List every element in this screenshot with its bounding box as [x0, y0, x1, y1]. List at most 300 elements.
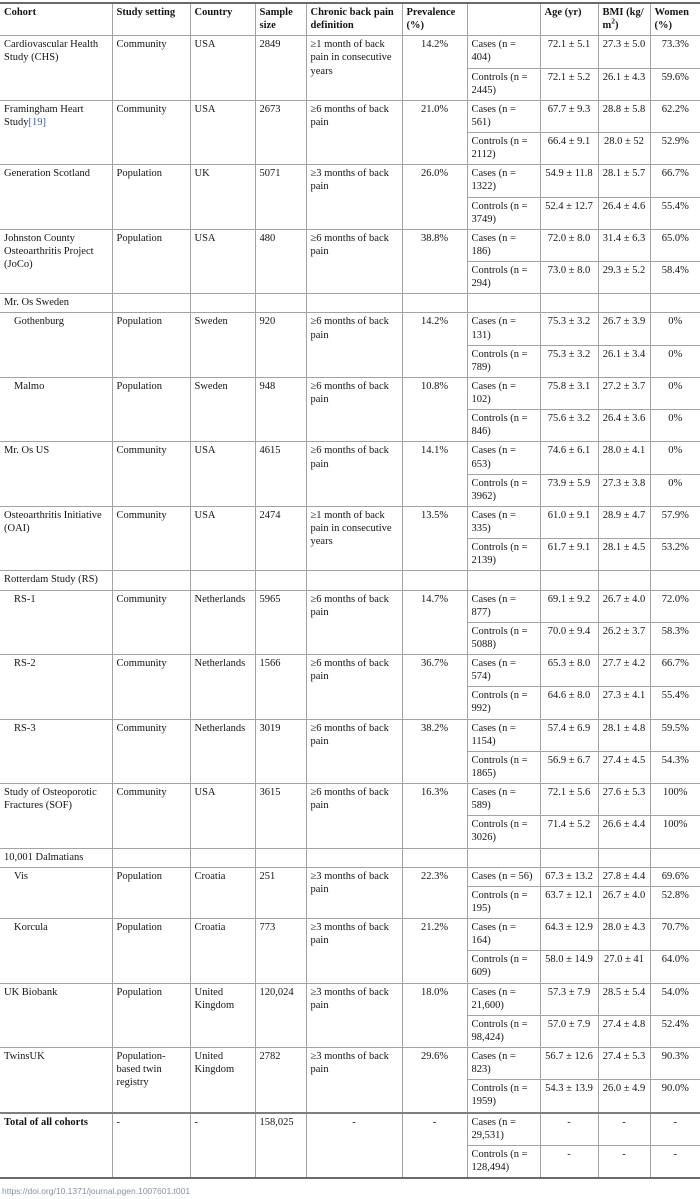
- women-cell: 53.2%: [650, 539, 700, 571]
- bmi-cell: 26.6 ± 4.4: [598, 816, 650, 848]
- country-cell: Sweden: [190, 313, 255, 378]
- country-cell: Croatia: [190, 919, 255, 984]
- empty-cell: [190, 571, 255, 590]
- bmi-cell: 28.1 ± 4.5: [598, 539, 650, 571]
- cohort-table: [0, 2, 700, 1179]
- bmi-label-base: m: [602, 20, 612, 32]
- cases-label-cell: Cases (n = 574): [467, 655, 540, 687]
- empty-cell: [540, 571, 598, 590]
- sample-cell: 120,024: [255, 983, 306, 1048]
- cohort-name-cell: Mr. Os US: [0, 442, 112, 507]
- definition-cell: ≥1 month of back pain in consecutive years: [306, 506, 402, 571]
- bmi-label-close: ): [615, 20, 619, 32]
- women-cell: 90.0%: [650, 1080, 700, 1113]
- table-body: [0, 36, 700, 1178]
- cases-label-cell: Cases (n = 1322): [467, 165, 540, 197]
- setting-cell: Community: [112, 784, 190, 849]
- bmi-cell: 27.4 ± 4.8: [598, 1015, 650, 1047]
- country-cell: USA: [190, 442, 255, 507]
- bmi-cell: 27.3 ± 4.1: [598, 687, 650, 719]
- age-cell: 61.0 ± 9.1: [540, 506, 598, 538]
- bmi-cell: 27.0 ± 41: [598, 951, 650, 983]
- women-cell: 52.4%: [650, 1015, 700, 1047]
- empty-cell: [306, 571, 402, 590]
- group-header-cell: Mr. Os Sweden: [0, 294, 112, 313]
- cohort-row: [0, 1113, 700, 1146]
- country-cell: USA: [190, 506, 255, 571]
- col-prevalence: Prevalence (%): [402, 3, 467, 36]
- sample-cell: 158,025: [255, 1113, 306, 1179]
- empty-cell: [598, 294, 650, 313]
- cohort-name-cell: UK Biobank: [0, 983, 112, 1048]
- definition-cell: ≥3 months of back pain: [306, 919, 402, 984]
- women-cell: 62.2%: [650, 100, 700, 132]
- women-cell: 100%: [650, 816, 700, 848]
- country-cell: USA: [190, 229, 255, 294]
- bmi-cell: 26.1 ± 3.4: [598, 345, 650, 377]
- cohort-name-cell: TwinsUK: [0, 1048, 112, 1113]
- cohort-row: [0, 229, 700, 261]
- bmi-cell: 31.4 ± 6.3: [598, 229, 650, 261]
- age-cell: 57.4 ± 6.9: [540, 719, 598, 751]
- cohort-row: [0, 506, 700, 538]
- women-cell: 73.3%: [650, 36, 700, 68]
- women-cell: 59.5%: [650, 719, 700, 751]
- empty-cell: [112, 294, 190, 313]
- sample-cell: 948: [255, 377, 306, 442]
- controls-label-cell: Controls (n = 128,494): [467, 1145, 540, 1178]
- setting-cell: Community: [112, 442, 190, 507]
- sample-cell: 4615: [255, 442, 306, 507]
- bmi-cell: -: [598, 1145, 650, 1178]
- definition-cell: ≥3 months of back pain: [306, 983, 402, 1048]
- cases-label-cell: Cases (n = 131): [467, 313, 540, 345]
- bmi-cell: 26.7 ± 3.9: [598, 313, 650, 345]
- citation-link[interactable]: [19]: [28, 116, 47, 128]
- cohort-row: [0, 1048, 700, 1080]
- setting-cell: Population: [112, 867, 190, 918]
- bmi-cell: 28.1 ± 5.7: [598, 165, 650, 197]
- bmi-cell: 27.4 ± 4.5: [598, 751, 650, 783]
- setting-cell: Population: [112, 983, 190, 1048]
- age-cell: 54.3 ± 13.9: [540, 1080, 598, 1113]
- age-cell: 66.4 ± 9.1: [540, 133, 598, 165]
- women-cell: 55.4%: [650, 687, 700, 719]
- header-row: [0, 3, 700, 36]
- cases-label-cell: Cases (n = 561): [467, 100, 540, 132]
- women-cell: 100%: [650, 784, 700, 816]
- women-cell: 54.0%: [650, 983, 700, 1015]
- cohort-name-cell: Osteoarthritis Initiative (OAI): [0, 506, 112, 571]
- cohort-row: [0, 919, 700, 951]
- empty-cell: [190, 294, 255, 313]
- cohort-row: [0, 590, 700, 622]
- cases-label-cell: Cases (n = 335): [467, 506, 540, 538]
- cohort-name-cell: Vis: [0, 867, 112, 918]
- bmi-cell: 26.4 ± 3.6: [598, 410, 650, 442]
- col-definition: Chronic back pain definition: [306, 3, 402, 36]
- col-country: Country: [190, 3, 255, 36]
- controls-label-cell: Controls (n = 609): [467, 951, 540, 983]
- bmi-cell: 27.4 ± 5.3: [598, 1048, 650, 1080]
- women-cell: 64.0%: [650, 951, 700, 983]
- cohort-row: [0, 377, 700, 409]
- sample-cell: 2673: [255, 100, 306, 165]
- cohort-row: [0, 442, 700, 474]
- prevalence-cell: -: [402, 1113, 467, 1179]
- group-header-cell: Rotterdam Study (RS): [0, 571, 112, 590]
- country-cell: Netherlands: [190, 719, 255, 784]
- sample-cell: 2782: [255, 1048, 306, 1113]
- age-cell: 56.7 ± 12.6: [540, 1048, 598, 1080]
- bmi-cell: -: [598, 1113, 650, 1146]
- women-cell: 0%: [650, 442, 700, 474]
- age-cell: 73.9 ± 5.9: [540, 474, 598, 506]
- bmi-cell: 27.6 ± 5.3: [598, 784, 650, 816]
- setting-cell: Community: [112, 100, 190, 165]
- country-cell: USA: [190, 100, 255, 165]
- age-cell: 61.7 ± 9.1: [540, 539, 598, 571]
- age-cell: 67.3 ± 13.2: [540, 867, 598, 886]
- empty-cell: [650, 848, 700, 867]
- bmi-cell: 26.0 ± 4.9: [598, 1080, 650, 1113]
- women-cell: 0%: [650, 377, 700, 409]
- bmi-cell: 27.2 ± 3.7: [598, 377, 650, 409]
- bmi-cell: 27.7 ± 4.2: [598, 655, 650, 687]
- empty-cell: [255, 571, 306, 590]
- sample-cell: 3019: [255, 719, 306, 784]
- cohort-row: [0, 719, 700, 751]
- empty-cell: [306, 848, 402, 867]
- definition-cell: ≥6 months of back pain: [306, 313, 402, 378]
- prevalence-cell: 18.0%: [402, 983, 467, 1048]
- col-bmi: [598, 3, 650, 36]
- women-cell: -: [650, 1113, 700, 1146]
- definition-cell: ≥3 months of back pain: [306, 165, 402, 230]
- sample-cell: 1566: [255, 655, 306, 720]
- prevalence-cell: 13.5%: [402, 506, 467, 571]
- cases-label-cell: Cases (n = 589): [467, 784, 540, 816]
- definition-cell: ≥6 months of back pain: [306, 377, 402, 442]
- cases-label-cell: Cases (n = 1154): [467, 719, 540, 751]
- cohort-row: [0, 983, 700, 1015]
- col-study-setting: Study setting: [112, 3, 190, 36]
- bmi-cell: 28.8 ± 5.8: [598, 100, 650, 132]
- controls-label-cell: Controls (n = 195): [467, 886, 540, 918]
- controls-label-cell: Controls (n = 2139): [467, 539, 540, 571]
- women-cell: 57.9%: [650, 506, 700, 538]
- prevalence-cell: 21.0%: [402, 100, 467, 165]
- bmi-cell: 27.3 ± 3.8: [598, 474, 650, 506]
- age-cell: 54.9 ± 11.8: [540, 165, 598, 197]
- cases-label-cell: Cases (n = 102): [467, 377, 540, 409]
- setting-cell: Community: [112, 655, 190, 720]
- age-cell: 58.0 ± 14.9: [540, 951, 598, 983]
- empty-cell: [112, 571, 190, 590]
- cohort-name-cell: Gothenburg: [0, 313, 112, 378]
- bmi-cell: 29.3 ± 5.2: [598, 262, 650, 294]
- age-cell: 72.1 ± 5.1: [540, 36, 598, 68]
- women-cell: 52.9%: [650, 133, 700, 165]
- bmi-cell: 28.9 ± 4.7: [598, 506, 650, 538]
- age-cell: 64.6 ± 8.0: [540, 687, 598, 719]
- age-cell: -: [540, 1113, 598, 1146]
- controls-label-cell: Controls (n = 2445): [467, 68, 540, 100]
- controls-label-cell: Controls (n = 294): [467, 262, 540, 294]
- empty-cell: [306, 294, 402, 313]
- cohort-row: [0, 867, 700, 886]
- bmi-cell: 28.5 ± 5.4: [598, 983, 650, 1015]
- empty-cell: [255, 848, 306, 867]
- country-cell: Netherlands: [190, 590, 255, 655]
- empty-cell: [650, 571, 700, 590]
- women-cell: 58.4%: [650, 262, 700, 294]
- bmi-cell: 28.1 ± 4.8: [598, 719, 650, 751]
- setting-cell: Community: [112, 719, 190, 784]
- empty-cell: [467, 294, 540, 313]
- age-cell: 72.0 ± 8.0: [540, 229, 598, 261]
- definition-cell: ≥3 months of back pain: [306, 867, 402, 918]
- empty-cell: [467, 848, 540, 867]
- cohort-name-cell: Study of Osteoporotic Fractures (SOF): [0, 784, 112, 849]
- age-cell: 52.4 ± 12.7: [540, 197, 598, 229]
- age-cell: 70.0 ± 9.4: [540, 622, 598, 654]
- controls-label-cell: Controls (n = 2112): [467, 133, 540, 165]
- age-cell: 69.1 ± 9.2: [540, 590, 598, 622]
- setting-cell: Community: [112, 36, 190, 101]
- sample-cell: 251: [255, 867, 306, 918]
- women-cell: 58.3%: [650, 622, 700, 654]
- age-cell: 72.1 ± 5.2: [540, 68, 598, 100]
- sample-cell: 480: [255, 229, 306, 294]
- country-cell: Sweden: [190, 377, 255, 442]
- prevalence-cell: 10.8%: [402, 377, 467, 442]
- cases-label-cell: Cases (n = 29,531): [467, 1113, 540, 1146]
- age-cell: 63.7 ± 12.1: [540, 886, 598, 918]
- women-cell: 70.7%: [650, 919, 700, 951]
- group-row: [0, 571, 700, 590]
- prevalence-cell: 36.7%: [402, 655, 467, 720]
- prevalence-cell: 26.0%: [402, 165, 467, 230]
- setting-cell: Community: [112, 506, 190, 571]
- empty-cell: [650, 294, 700, 313]
- prevalence-cell: 14.1%: [402, 442, 467, 507]
- age-cell: 71.4 ± 5.2: [540, 816, 598, 848]
- cohort-name-cell: Total of all cohorts: [0, 1113, 112, 1179]
- col-cases-controls: [467, 3, 540, 36]
- bmi-cell: 27.3 ± 5.0: [598, 36, 650, 68]
- cases-label-cell: Cases (n = 164): [467, 919, 540, 951]
- cohort-name-cell: RS-1: [0, 590, 112, 655]
- controls-label-cell: Controls (n = 1865): [467, 751, 540, 783]
- sample-cell: 3615: [255, 784, 306, 849]
- cases-label-cell: Cases (n = 653): [467, 442, 540, 474]
- cohort-row: [0, 784, 700, 816]
- setting-cell: -: [112, 1113, 190, 1179]
- women-cell: -: [650, 1145, 700, 1178]
- definition-cell: ≥6 months of back pain: [306, 442, 402, 507]
- country-cell: UK: [190, 165, 255, 230]
- controls-label-cell: Controls (n = 3026): [467, 816, 540, 848]
- age-cell: 64.3 ± 12.9: [540, 919, 598, 951]
- setting-cell: Population-based twin registry: [112, 1048, 190, 1113]
- women-cell: 0%: [650, 345, 700, 377]
- definition-cell: ≥6 months of back pain: [306, 229, 402, 294]
- bmi-cell: 28.0 ± 4.3: [598, 919, 650, 951]
- age-cell: 67.7 ± 9.3: [540, 100, 598, 132]
- women-cell: 65.0%: [650, 229, 700, 261]
- age-cell: 65.3 ± 8.0: [540, 655, 598, 687]
- controls-label-cell: Controls (n = 3962): [467, 474, 540, 506]
- cases-label-cell: Cases (n = 186): [467, 229, 540, 261]
- empty-cell: [467, 571, 540, 590]
- cases-label-cell: Cases (n = 404): [467, 36, 540, 68]
- cohort-name-cell: Framingham Heart Study[19]: [0, 100, 112, 165]
- cohort-name-cell: RS-3: [0, 719, 112, 784]
- women-cell: 66.7%: [650, 165, 700, 197]
- definition-cell: ≥6 months of back pain: [306, 590, 402, 655]
- women-cell: 66.7%: [650, 655, 700, 687]
- sample-cell: 773: [255, 919, 306, 984]
- sample-cell: 2849: [255, 36, 306, 101]
- cases-label-cell: Cases (n = 21,600): [467, 983, 540, 1015]
- bmi-cell: 26.7 ± 4.0: [598, 590, 650, 622]
- prevalence-cell: 29.6%: [402, 1048, 467, 1113]
- age-cell: 72.1 ± 5.6: [540, 784, 598, 816]
- definition-cell: -: [306, 1113, 402, 1179]
- cohort-name-cell: Generation Scotland: [0, 165, 112, 230]
- definition-cell: ≥6 months of back pain: [306, 100, 402, 165]
- setting-cell: Community: [112, 590, 190, 655]
- women-cell: 72.0%: [650, 590, 700, 622]
- col-sample-size: Sample size: [255, 3, 306, 36]
- country-cell: United Kingdom: [190, 983, 255, 1048]
- country-cell: -: [190, 1113, 255, 1179]
- controls-label-cell: Controls (n = 3749): [467, 197, 540, 229]
- empty-cell: [540, 848, 598, 867]
- sample-cell: 2474: [255, 506, 306, 571]
- women-cell: 0%: [650, 474, 700, 506]
- empty-cell: [540, 294, 598, 313]
- age-cell: 57.0 ± 7.9: [540, 1015, 598, 1047]
- prevalence-cell: 38.8%: [402, 229, 467, 294]
- country-cell: Croatia: [190, 867, 255, 918]
- women-cell: 54.3%: [650, 751, 700, 783]
- women-cell: 0%: [650, 410, 700, 442]
- empty-cell: [402, 294, 467, 313]
- sample-cell: 920: [255, 313, 306, 378]
- setting-cell: Population: [112, 229, 190, 294]
- definition-cell: ≥3 months of back pain: [306, 1048, 402, 1113]
- setting-cell: Population: [112, 165, 190, 230]
- bmi-cell: 26.2 ± 3.7: [598, 622, 650, 654]
- age-cell: 73.0 ± 8.0: [540, 262, 598, 294]
- cohort-row: [0, 100, 700, 132]
- cohort-name-cell: Malmo: [0, 377, 112, 442]
- women-cell: 0%: [650, 313, 700, 345]
- women-cell: 55.4%: [650, 197, 700, 229]
- cohort-name-cell: RS-2: [0, 655, 112, 720]
- cohort-name-cell: Korcula: [0, 919, 112, 984]
- bmi-cell: 26.4 ± 4.6: [598, 197, 650, 229]
- cohort-row: [0, 655, 700, 687]
- age-cell: 74.6 ± 6.1: [540, 442, 598, 474]
- prevalence-cell: 38.2%: [402, 719, 467, 784]
- definition-cell: ≥6 months of back pain: [306, 719, 402, 784]
- col-women: Women (%): [650, 3, 700, 36]
- bmi-cell: 26.1 ± 4.3: [598, 68, 650, 100]
- bmi-label-sup: 2: [611, 16, 615, 26]
- cohort-name-cell: Johnston County Osteoarthritis Project (JoCo): [0, 229, 112, 294]
- age-cell: 56.9 ± 6.7: [540, 751, 598, 783]
- controls-label-cell: Controls (n = 846): [467, 410, 540, 442]
- cohort-name-cell: Cardiovascular Health Study (CHS): [0, 36, 112, 101]
- bmi-cell: 28.0 ± 52: [598, 133, 650, 165]
- controls-label-cell: Controls (n = 5088): [467, 622, 540, 654]
- col-cohort: Cohort: [0, 3, 112, 36]
- prevalence-cell: 16.3%: [402, 784, 467, 849]
- cases-label-cell: Cases (n = 56): [467, 867, 540, 886]
- country-cell: USA: [190, 36, 255, 101]
- cohort-row: [0, 313, 700, 345]
- definition-cell: ≥6 months of back pain: [306, 784, 402, 849]
- setting-cell: Population: [112, 919, 190, 984]
- controls-label-cell: Controls (n = 992): [467, 687, 540, 719]
- country-cell: United Kingdom: [190, 1048, 255, 1113]
- empty-cell: [190, 848, 255, 867]
- controls-label-cell: Controls (n = 1959): [467, 1080, 540, 1113]
- empty-cell: [255, 294, 306, 313]
- bmi-cell: 27.8 ± 4.4: [598, 867, 650, 886]
- prevalence-cell: 14.2%: [402, 313, 467, 378]
- sample-cell: 5965: [255, 590, 306, 655]
- group-header-cell: 10,001 Dalmatians: [0, 848, 112, 867]
- empty-cell: [598, 848, 650, 867]
- empty-cell: [402, 571, 467, 590]
- country-cell: USA: [190, 784, 255, 849]
- controls-label-cell: Controls (n = 98,424): [467, 1015, 540, 1047]
- empty-cell: [402, 848, 467, 867]
- definition-cell: ≥6 months of back pain: [306, 655, 402, 720]
- age-cell: 75.6 ± 3.2: [540, 410, 598, 442]
- setting-cell: Population: [112, 313, 190, 378]
- women-cell: 59.6%: [650, 68, 700, 100]
- empty-cell: [112, 848, 190, 867]
- country-cell: Netherlands: [190, 655, 255, 720]
- cases-label-cell: Cases (n = 877): [467, 590, 540, 622]
- prevalence-cell: 21.2%: [402, 919, 467, 984]
- empty-cell: [598, 571, 650, 590]
- age-cell: -: [540, 1145, 598, 1178]
- setting-cell: Population: [112, 377, 190, 442]
- controls-label-cell: Controls (n = 789): [467, 345, 540, 377]
- age-cell: 57.3 ± 7.9: [540, 983, 598, 1015]
- women-cell: 69.6%: [650, 867, 700, 886]
- doi-link[interactable]: https://doi.org/10.1371/journal.pgen.1007601.t001: [2, 1186, 191, 1196]
- prevalence-cell: 14.2%: [402, 36, 467, 101]
- women-cell: 90.3%: [650, 1048, 700, 1080]
- age-cell: 75.3 ± 3.2: [540, 345, 598, 377]
- age-cell: 75.3 ± 3.2: [540, 313, 598, 345]
- prevalence-cell: 14.7%: [402, 590, 467, 655]
- group-row: [0, 294, 700, 313]
- cohort-row: [0, 165, 700, 197]
- age-cell: 75.8 ± 3.1: [540, 377, 598, 409]
- prevalence-cell: 22.3%: [402, 867, 467, 918]
- cases-label-cell: Cases (n = 823): [467, 1048, 540, 1080]
- bmi-cell: 28.0 ± 4.1: [598, 442, 650, 474]
- cohort-row: [0, 36, 700, 68]
